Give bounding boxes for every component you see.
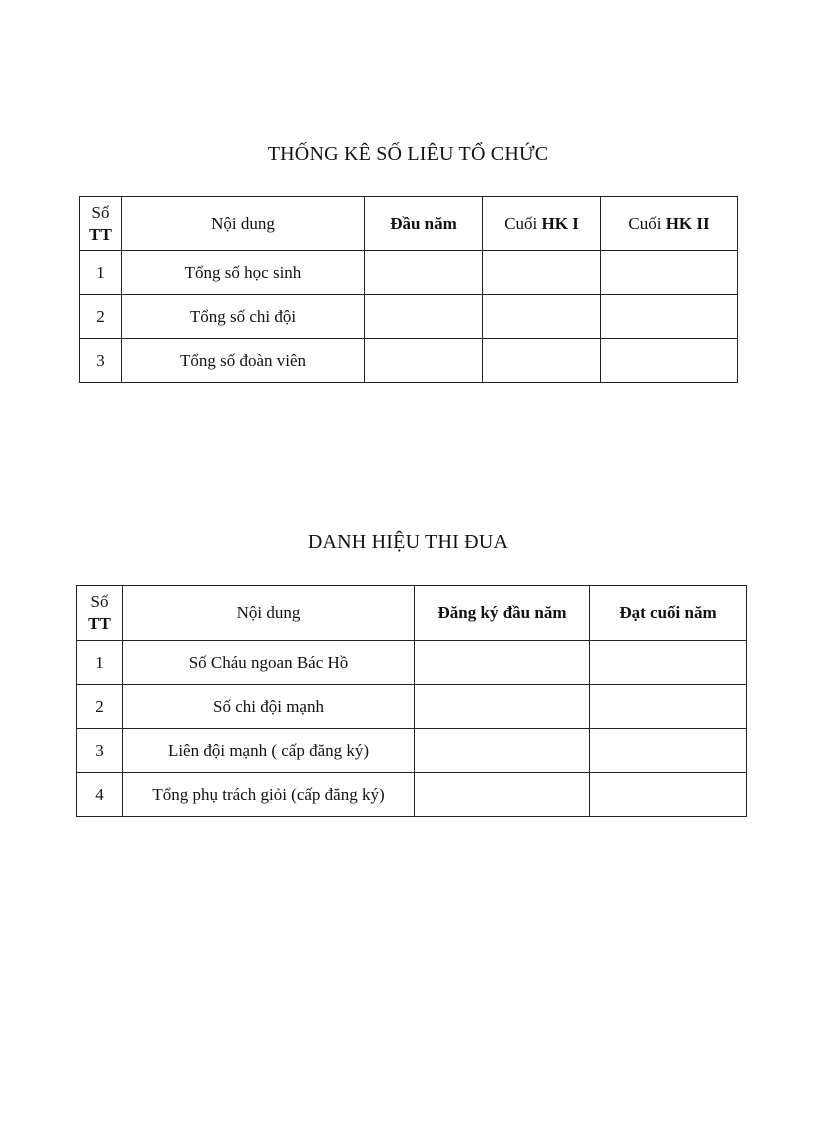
row-cuoi-hk2-cell [601,251,738,295]
header-cuoi-hk1 [483,197,601,251]
header-so-label: Số [90,592,109,611]
header-cuoi-hk2 [601,197,738,251]
table-row [80,251,738,295]
table-row [77,685,747,729]
emulation-title: DANH HIỆU THI ĐUA [307,531,509,553]
row-content: Liên đội mạnh ( cấp đăng ký) [123,729,415,773]
header-cuoi-hk2-term: HK II [665,213,710,233]
row-dat-cell [590,729,747,773]
row-stt: 2 [80,295,122,339]
row-content: Tổng số chi đội [122,295,365,339]
header-so-label: Số [91,202,110,222]
header-content [122,197,365,251]
row-dang-ky-cell [415,685,590,729]
header-cuoi-hk2-prefix: Cuối [628,213,666,233]
row-cuoi-hk1-cell [483,251,601,295]
header-cuoi-hk1-term: HK I [541,213,579,233]
header-dat-cuoi-nam: Đạt cuối năm [590,586,747,641]
table-header-row [80,197,738,251]
emulation-titles-table [76,585,747,817]
row-cuoi-hk1-cell [483,295,601,339]
statistics-title: THỐNG KÊ SỐ LIÊU TỔ CHỨC [267,143,549,165]
header-tt-label: TT [88,614,111,633]
table-row [80,295,738,339]
row-content: Số chi đội mạnh [123,685,415,729]
organization-statistics-table [79,196,738,383]
header-stt [77,586,123,641]
header-cuoi-hk1-prefix: Cuối [504,213,542,233]
row-content: Tổng số học sinh [122,251,365,295]
row-stt: 3 [80,339,122,383]
row-stt: 1 [77,641,123,685]
header-content-label: Nội dung [236,603,301,622]
table-row [77,773,747,817]
row-stt: 3 [77,729,123,773]
row-cuoi-hk1-cell [483,339,601,383]
row-dang-ky-cell [415,641,590,685]
row-dat-cell [590,773,747,817]
table-row [80,339,738,383]
row-dang-ky-cell [415,729,590,773]
row-content: Tổng số đoàn viên [122,339,365,383]
table-row [77,729,747,773]
header-content-label: Nội dung [211,213,275,233]
header-stt [80,197,122,251]
header-dau-nam: Đầu năm [365,197,483,251]
row-dau-nam-cell [365,339,483,383]
row-dau-nam-cell [365,295,483,339]
row-stt: 4 [77,773,123,817]
row-cuoi-hk2-cell [601,295,738,339]
row-dang-ky-cell [415,773,590,817]
header-content [123,586,415,641]
table-header-row [77,586,747,641]
header-dang-ky: Đăng ký đầu năm [415,586,590,641]
row-content: Số Cháu ngoan Bác Hồ [123,641,415,685]
row-dat-cell [590,641,747,685]
row-content: Tổng phụ trách giỏi (cấp đăng ký) [123,773,415,817]
row-dat-cell [590,685,747,729]
table-row [77,641,747,685]
header-tt-label: TT [89,224,112,244]
row-stt: 1 [80,251,122,295]
row-stt: 2 [77,685,123,729]
row-cuoi-hk2-cell [601,339,738,383]
row-dau-nam-cell [365,251,483,295]
